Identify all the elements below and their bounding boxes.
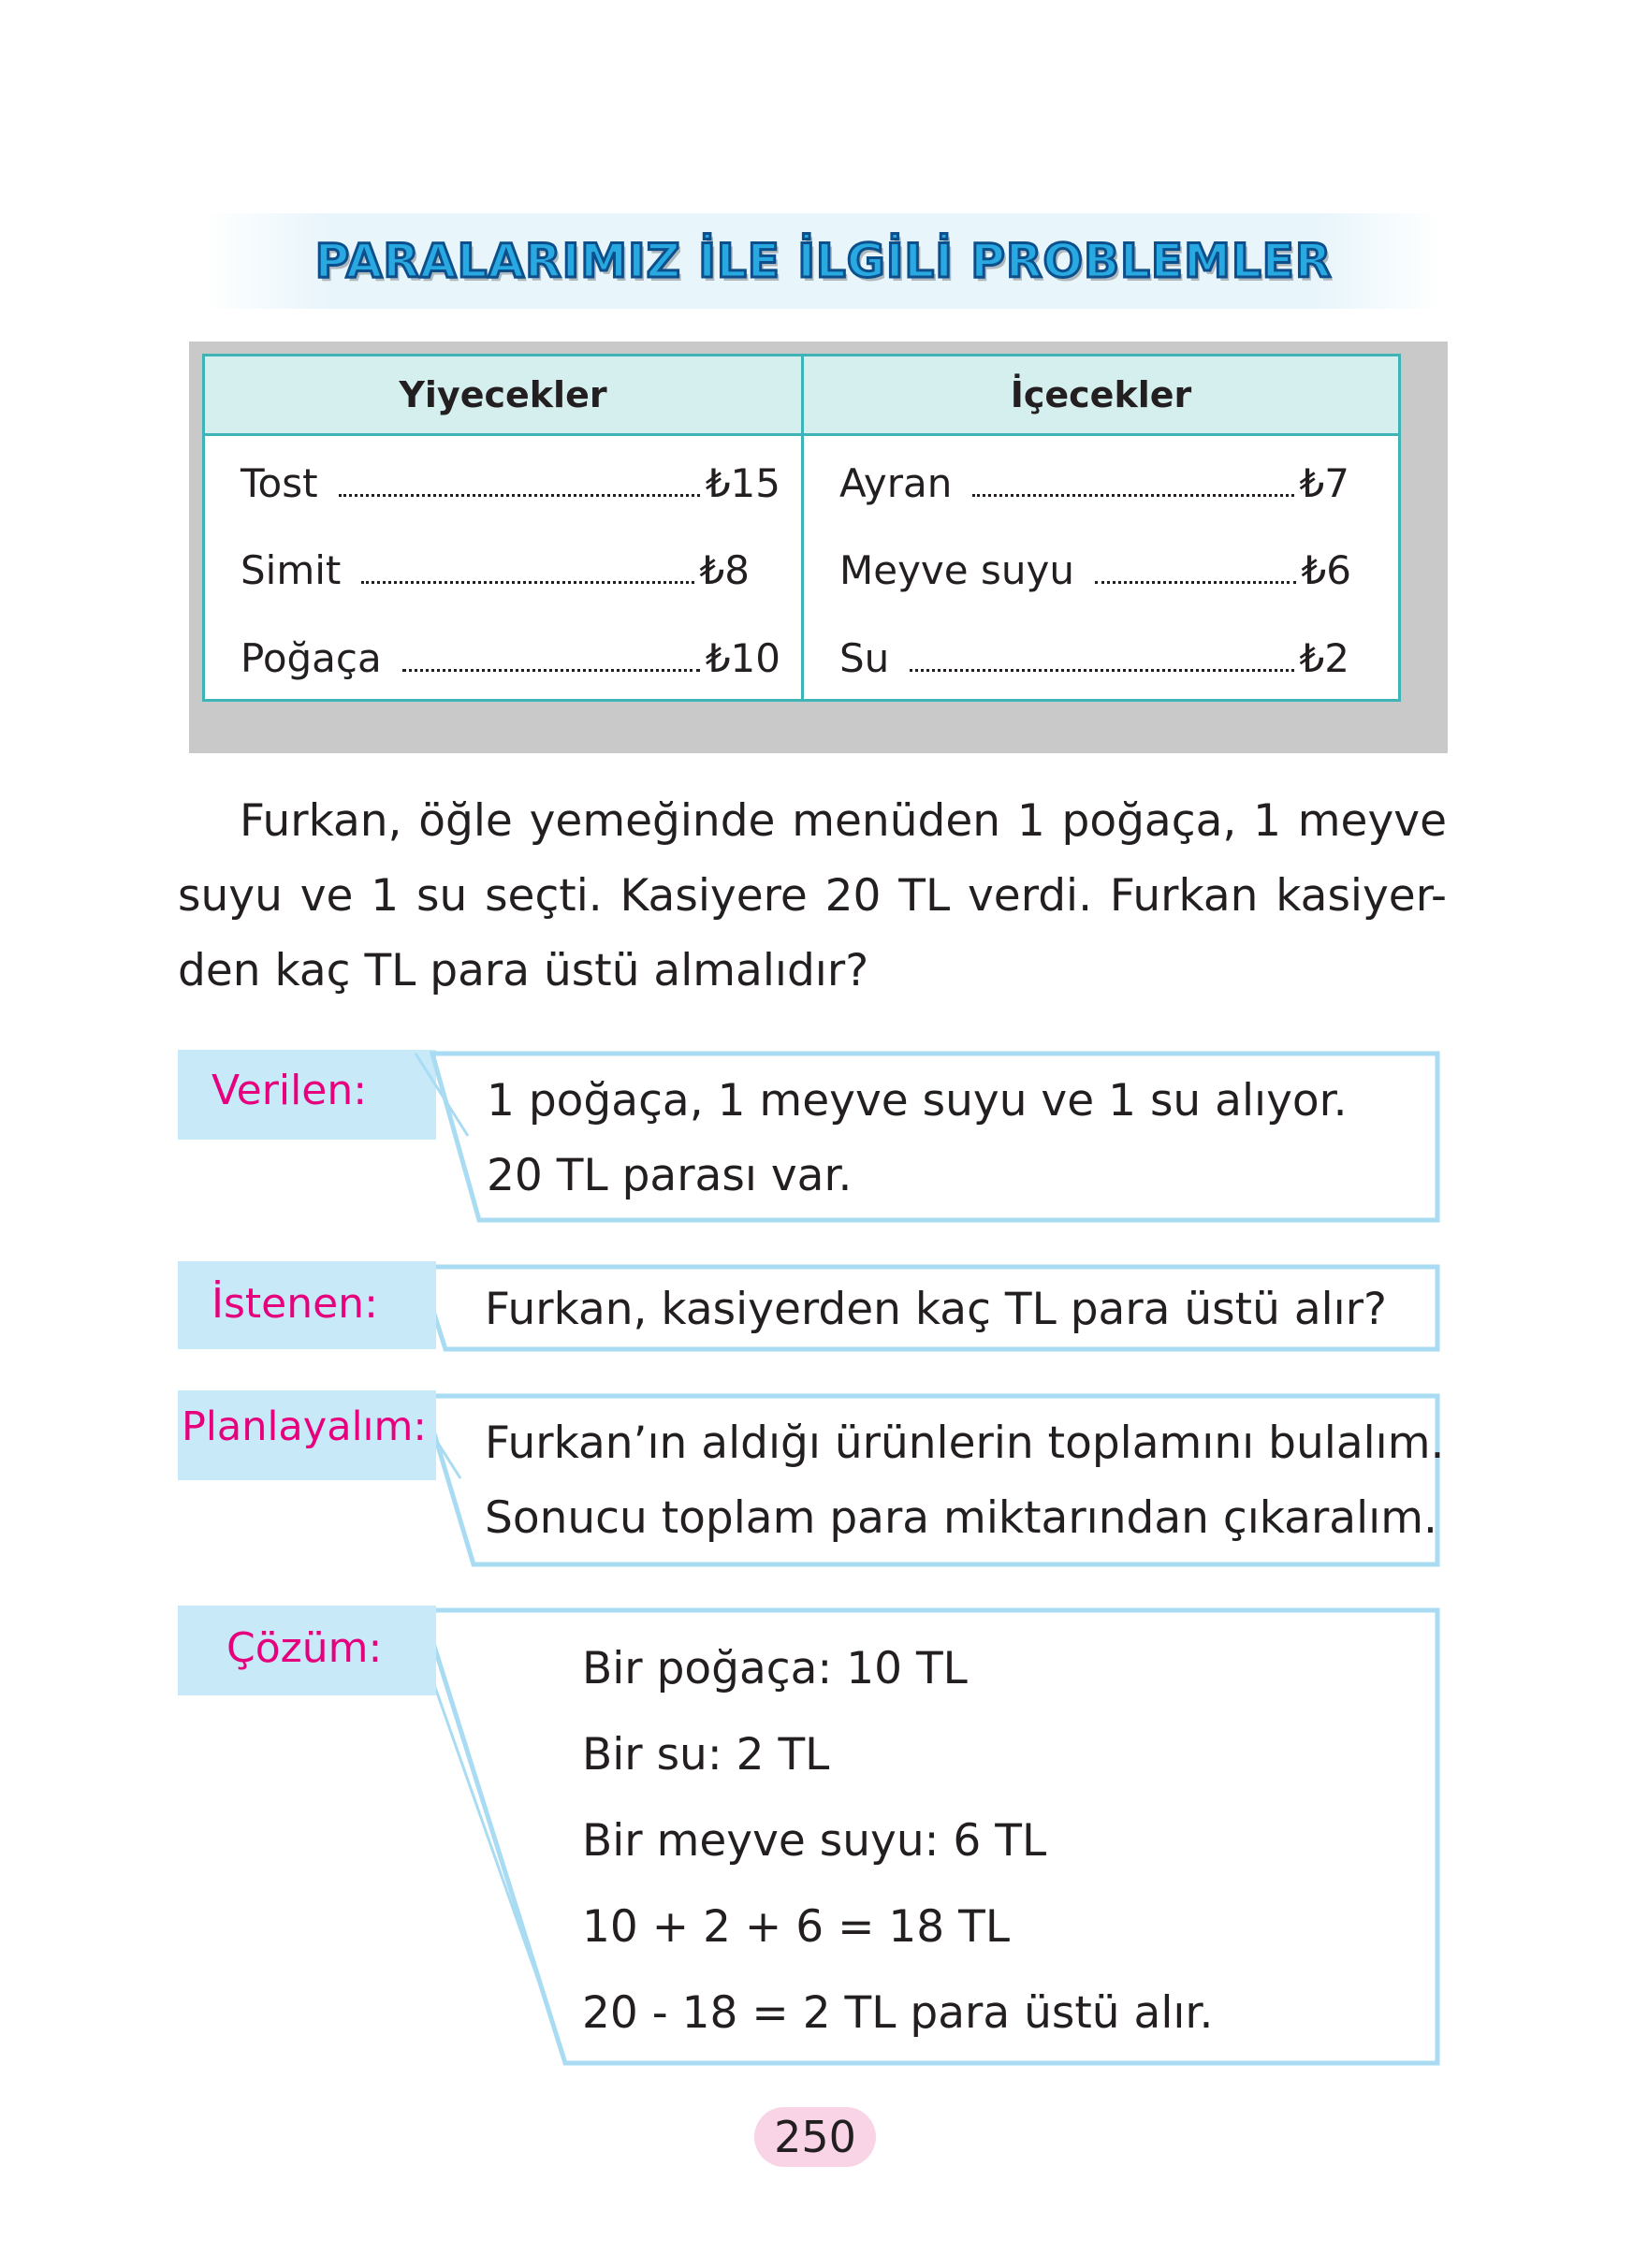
page-number: 250: [774, 2112, 856, 2162]
page-number-badge: [754, 2107, 876, 2167]
solution-line-3: Bir meyve suyu: 6 TL: [582, 1815, 1047, 1867]
menu-item-name: Su: [839, 635, 890, 681]
plan-line-2: Sonucu toplam para miktarından çıkaralım.: [485, 1492, 1437, 1544]
asked-line-1: Furkan, kasiyerden kaç TL para üstü alır?: [485, 1284, 1388, 1335]
menu-item-price: ₺15: [705, 460, 780, 506]
menu-item-price: ₺8: [699, 547, 750, 593]
solution-line-5: 20 - 18 = 2 TL para üstü alır.: [582, 1987, 1214, 2039]
page-title: PARALARIMIZ İLE İLGİLİ PROBLEMLER: [314, 234, 1333, 288]
solution-line-4: 10 + 2 + 6 = 18 TL: [582, 1901, 1011, 1953]
given-line-2: 20 TL parası var.: [487, 1150, 853, 1201]
menu-item-price: ₺10: [705, 635, 780, 681]
given-label: Verilen:: [211, 1067, 368, 1114]
menu-item-price: ₺2: [1299, 635, 1349, 681]
drinks-column-header: İçecekler: [804, 356, 1398, 436]
menu-item-name: Tost: [241, 460, 318, 506]
solution-label: Çözüm:: [226, 1624, 383, 1672]
menu-item-name: Poğaça: [241, 635, 382, 681]
menu-item-name: Simit: [241, 547, 342, 593]
given-line-1: 1 poğaça, 1 meyve suyu ve 1 su alıyor.: [487, 1075, 1348, 1127]
menu-item-price: ₺6: [1301, 547, 1351, 593]
menu-item-name: Meyve suyu: [839, 547, 1074, 593]
solution-line-1: Bir poğaça: 10 TL: [582, 1643, 968, 1694]
plan-label-tab: [178, 1390, 436, 1480]
food-column-header: Yiyecekler: [205, 356, 801, 436]
solution-line-2: Bir su: 2 TL: [582, 1729, 830, 1781]
given-box-inner-line: [416, 1054, 468, 1136]
solution-label-tab: [178, 1606, 436, 1695]
menu-item-name: Ayran: [839, 460, 953, 506]
plan-line-1: Furkan’ın aldığı ürünlerin toplamını bulalım.: [485, 1418, 1445, 1469]
menu-item-price: ₺7: [1299, 460, 1349, 506]
asked-label: İstenen:: [211, 1280, 378, 1328]
asked-label-tab: [178, 1261, 436, 1349]
plan-label: Planlayalım:: [182, 1403, 427, 1450]
problem-statement: Furkan, öğle yemeğinde menüden 1 poğaça, 1 meyve suyu ve 1 su seçti. Kasiyere 20 TL verdi. Furkan kasiyer-den kaç TL para üstü almalıdır?: [178, 795, 1447, 996]
